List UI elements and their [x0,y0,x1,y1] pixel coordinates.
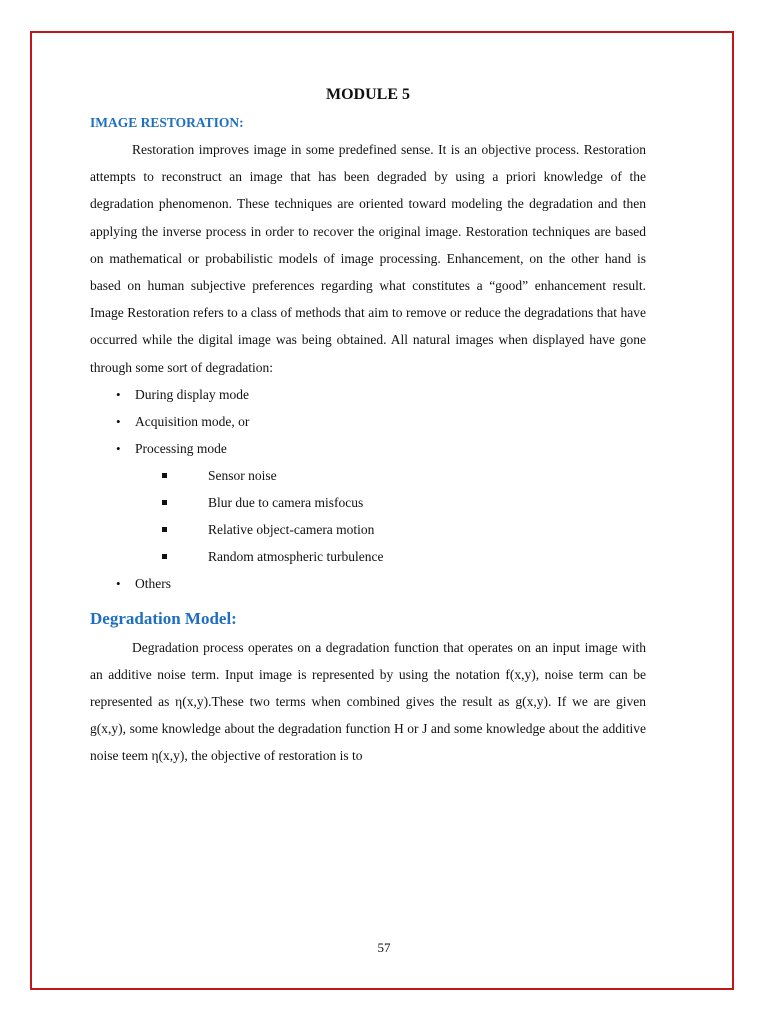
sub-list-item-text: Relative object-camera motion [208,522,375,538]
square-bullet-icon [162,500,167,505]
sub-list-item-text: Sensor noise [208,468,277,484]
sub-list-item [90,543,646,570]
sub-list-item [90,462,646,489]
square-bullet-icon [162,554,167,559]
list-item [90,570,646,597]
list-item [90,381,646,408]
bullet-icon: • [116,441,121,457]
module-title: MODULE 5 [326,86,410,103]
list-item-text: Others [135,576,171,592]
list-item [90,408,646,435]
page-content [90,80,646,770]
list-item [90,435,646,462]
processing-mode-sublist [90,462,646,570]
bullet-icon: • [116,576,121,592]
list-item-text: During display mode [135,386,249,402]
list-item-text: Acquisition mode, or [135,414,250,430]
section-heading-degradation-model: Degradation Model: [90,608,237,628]
sub-list-container [45,462,646,570]
list-item-text: Processing mode [135,441,227,457]
degradation-paragraph: Degradation process operates on a degradation function that operates on an input image with an additive noise term. Input image is represented by using the notation f(x,y), noise term can be represented as η(x,y).These two terms when combined gives the result as g(x,y). If we are given g(x,y), some knowledge about the degradation function H or J and some knowledge about the additive noise teem η(x,y), the objective of restoration is to [90,639,646,764]
square-bullet-icon [162,473,167,478]
restoration-paragraph: Restoration improves image in some predefined sense. It is an objective process. Restoration attempts to reconstruct an image that has been degraded by using a priori knowledge of the degradation phenomenon. These techniques are oriented toward modeling the degradation and then applying the inverse process in order to recover the original image. Restoration techniques are based on mathematical or probabilistic models of image processing. Enhancement, on the other hand is based on human subjective preferences regarding what constitutes a “good” enhancement result. Image Restoration refers to a class of methods that aim to remove or reduce the degradations that have occurred while the digital image was being obtained. All natural images when displayed have gone through some sort of degradation: [90,142,646,375]
degradation-sources-list [90,381,646,598]
section-heading-image-restoration: IMAGE RESTORATION: [90,115,244,130]
sub-list-item [90,516,646,543]
page-number: 57 [377,940,391,955]
sub-list-item-text: Blur due to camera misfocus [208,495,364,511]
square-bullet-icon [162,527,167,532]
bullet-icon: • [116,386,121,402]
sub-list-item-text: Random atmospheric turbulence [208,549,384,565]
bullet-icon: • [116,414,121,430]
sub-list-item [90,489,646,516]
